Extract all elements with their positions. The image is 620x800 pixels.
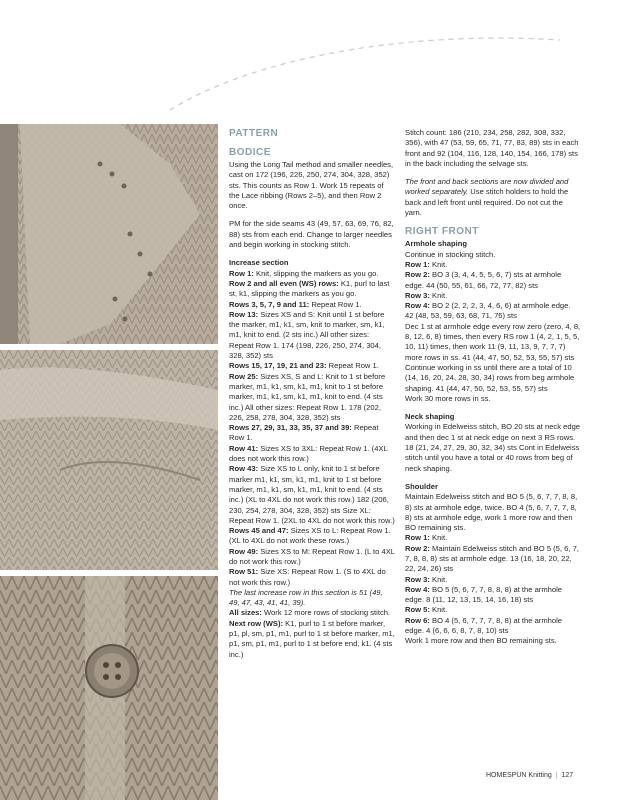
photo-button-cable	[0, 576, 218, 800]
row-instruction: Row 1: Knit.	[405, 259, 448, 269]
row-instruction: Row 2 and all even (WS) rows: K1, purl to last st, k1, slipping the markers as you go.	[229, 278, 390, 299]
row-instruction: Row 51: Size XS: Repeat Row 1. (S to 4XL do not work this row.)	[229, 567, 386, 587]
armhole-end: Work 30 more rows in ss.	[405, 393, 491, 403]
row-instruction: Row 41: Sizes XS to 3XL: Repeat Row 1. (4XL does not work this row.)	[229, 443, 388, 464]
armhole-heading: Armhole shaping	[405, 239, 468, 249]
row-instruction: Row 1: Knit, slipping the markers as you go.	[229, 268, 379, 278]
armhole-dec: Dec 1 st at armhole edge every row zero (zero, 4, 8, 8, 12, 6, 8) times, then every RS row 1 (4, 2, 1, 5, 5, 10, 11) times, then work 11 (9, 11, 13, 9, 7, 7, 7) more rows in ss. 41 (44, 47, 50, 52, 53, 55, 57) sts	[405, 321, 581, 362]
photo-column	[0, 124, 218, 800]
neck-heading: Neck shaping	[405, 412, 455, 422]
row-instruction: Row 4: BO 2 (2, 2, 2, 3, 4, 6, 6) at armhole edge. 42 (48, 53, 59, 63, 68, 71, 76) sts	[405, 301, 571, 321]
bodice-pm: PM for the side seams 43 (49, 57, 63, 69, 76, 82, 88) sts from each end. Change to larger needles and begin working in stocking stitch.	[229, 219, 394, 250]
shoulder-intro: Maintain Edelweiss stitch and BO 5 (5, 6, 7, 7, 8, 8, 8) sts at armhole edge, twice. BO 4 (5, 6, 7, 7, 7, 8, 8) sts at armhole edge, work 1 more row and then BO remaining sts.	[405, 492, 578, 533]
bodice-intro: Using the Long Tail method and smaller needles, cast on 172 (196, 226, 250, 274, 304, 328, 352) sts. This counts as Row 1. Work 15 repeats of the Lace ribbing (Rows 2–5), and then Row 2 once.	[229, 160, 394, 211]
shoulder-end: Work 1 more row and then BO remaining sts.	[405, 636, 557, 646]
footer-separator: |	[555, 772, 558, 779]
row-instruction: Row 3: Knit.	[405, 290, 448, 300]
increase-heading: Increase section	[229, 258, 289, 268]
row-instruction: Rows 27, 29, 31, 33, 35, 37 and 39: Repeat Row 1.	[229, 423, 379, 443]
watermark: PassionForum.ru	[498, 783, 559, 792]
increase-rows	[229, 269, 395, 660]
photo-shoulder-seam	[0, 350, 218, 570]
divided-note: The front and back sections are now divided and worked separately. Use stitch holders to hold the back and left front until required. Do not cut the yarn.	[405, 177, 569, 218]
stitch-count: Stitch count: 186 (210, 234, 258, 282, 308, 332, 356), with 47 (53, 59, 65, 71, 77, 83, 89) sts in each front and 92 (104, 116, 128, 140, 154, 166, 178) sts in the back including the selvage sts.	[405, 128, 579, 168]
last-increase-note: The last increase row in this section is 51 (49, 49, 47, 43, 41, 41, 39).	[229, 587, 383, 608]
armhole-cont: Continue working in ss until there are a total of 10 (14, 16, 20, 24, 28, 30, 34) rows from beg armhole shaping. 41 (44, 47, 50, 52, 53, 55, 57) sts	[405, 362, 575, 393]
neck-text: Working in Edelweiss stitch, BO 20 sts at neck edge and then dec 1 st at neck edge on next 3 RS rows. 18 (21, 24, 27, 29, 30, 32, 34) sts Cont in Edelweiss stitch until you have a total or 40 rows from beg of neck shaping.	[405, 422, 581, 473]
row-instruction: Row 13: Sizes XS and S: Knit until 1 st before the marker, m1, k1, sm, knit to marker, sm, k1, m1, knit to end. (2 sts inc.) All other sizes: Repeat Row 1. 174 (198, 226, 250, 274, 304, 328, 352) sts	[229, 309, 385, 361]
photo-collar-lace	[0, 124, 218, 344]
magazine-subtitle: Knitting	[528, 772, 552, 779]
row-instruction: Row 43: Size XS to L only, knit to 1 st before marker m1, k1, sm, k1, m1, knit to 1 st before marker, m1, k1, sm, k1, m1, knit to end. (4 sts inc.) (XL to 4XL do not work this row.) 182 (206, 230, 254, 278, 304, 328, 352) sts Size XL: Repeat Row 1. (2XL to 4XL do not work this row.)	[229, 464, 395, 525]
row-instruction: Row 2: BO 3 (3, 4, 4, 5, 5, 6, 7) sts at armhole edge. 44 (50, 55, 61, 66, 72, 77, 82) sts	[405, 270, 562, 290]
all-sizes-instruction: All sizes: Work 12 more rows of stocking stitch.	[229, 608, 391, 618]
row-instruction: Row 4: BO 5 (5, 6, 7, 7, 8, 8, 8) at the armhole edge. 8 (11, 12, 13, 15, 14, 16, 18) sts	[405, 584, 563, 605]
armhole-intro: Continue in stocking stitch.	[405, 249, 496, 259]
bodice-heading: BODICE	[229, 147, 271, 158]
text-column-left	[229, 128, 395, 660]
decorative-dashed-curve	[0, 0, 620, 120]
row-instruction: Rows 45 and 47: Sizes XS to L: Repeat Row 1. (XL to 4XL do not work these rows.)	[229, 526, 391, 546]
right-front-heading: RIGHT FRONT	[405, 226, 479, 238]
row-instruction: Row 3: Knit.	[405, 574, 448, 584]
row-instruction: Row 25: Sizes XS, S and L: Knit to 1 st before marker, m1, k1, sm, k1, m1, knit to 1 st before marker, m1, k1, sm, k1, m1, knit to end. (4 sts inc.) All other sizes: Repeat Row 1. 178 (202, 226, 258, 278, 304, 328, 352) sts	[229, 371, 386, 422]
page-number: 127	[561, 772, 574, 779]
shoulder-rows	[405, 492, 581, 646]
row-instruction: Rows 15, 17, 19, 21 and 23: Repeat Row 1.	[229, 361, 379, 371]
shoulder-heading: Shoulder	[405, 481, 438, 491]
row-instruction: Row 5: Knit.	[405, 605, 448, 615]
page-footer	[486, 772, 573, 779]
pattern-heading: PATTERN	[229, 128, 279, 139]
magazine-name: HOMESPUN	[486, 772, 527, 779]
armhole-rows	[405, 250, 581, 404]
row-instruction: Row 1: Knit.	[405, 533, 448, 543]
row-instruction: Row 49: Sizes XS to M: Repeat Row 1. (L to 4XL do not work this row.)	[229, 546, 395, 566]
text-column-right	[405, 128, 581, 647]
row-instruction: Rows 3, 5, 7, 9 and 11: Repeat Row 1.	[229, 299, 362, 309]
row-instruction: Row 2: Maintain Edelweiss stitch and BO 5 (5, 6, 7, 7, 8, 8, 8) sts at armhole edge. 13 (16, 18, 20, 22, 22, 24, 26) sts	[405, 543, 579, 574]
row-instruction: Row 6: BO 4 (5, 6, 7, 7, 7, 8, 8) at the armhole edge. 4 (6, 6, 6, 8, 7, 8, 10) sts	[405, 615, 563, 636]
next-row-instruction: Next row (WS): K1, purl to 1 st before marker, p1, pl, sm, p1, m1, purl to 1 st before marker, m1, p1, sm, p1, m1, purl to 1 st before end, k1. (4 sts inc.)	[229, 618, 395, 659]
